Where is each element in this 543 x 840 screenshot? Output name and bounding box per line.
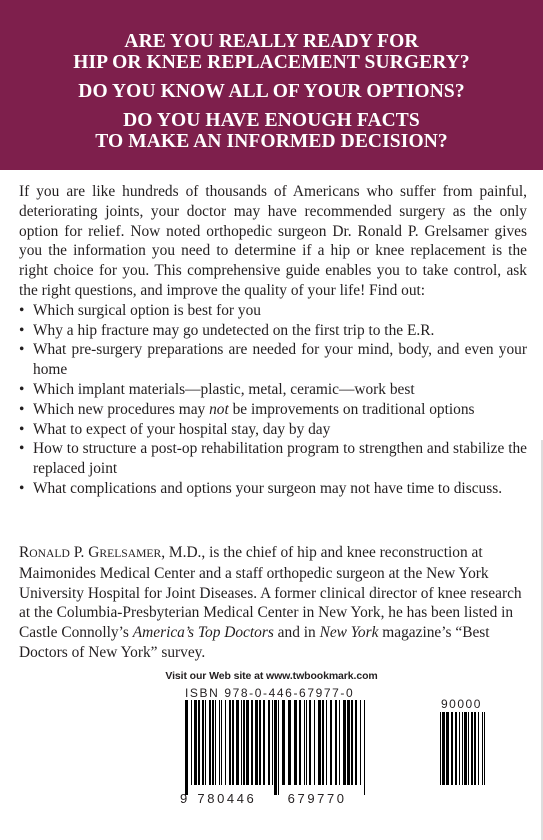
bullet-icon: • bbox=[19, 420, 25, 438]
list-item: • Why a hip fracture may go undetected on the first trip to the E.R. bbox=[19, 321, 435, 339]
ean-digits-right: 679770 bbox=[287, 791, 347, 806]
bullet-icon: • bbox=[19, 341, 25, 359]
addon-code: 90000 bbox=[441, 697, 482, 711]
banner-question-3a: DO YOU HAVE ENOUGH FACTS bbox=[123, 110, 420, 131]
list-item: • What to expect of your hospital stay, day by day bbox=[19, 420, 331, 438]
header-banner bbox=[0, 0, 543, 170]
author-bio: RONALD P. GRELSAMER, M.D., is the chief of hip and knee reconstruction at Maimonides Medical Center and a staff orthopedic surgeon at the New York University Hospital for Joint Diseases. A former clinical director of knee research at the Columbia-Presbyterian Medical Center in New York, he has been listed in Castle Connolly’s America’s Top Doctors and in New York magazine’s “Best Doctors of New York” survey. bbox=[19, 544, 522, 661]
list-item: • Which surgical option is best for you bbox=[19, 301, 261, 319]
bullet-icon: • bbox=[19, 479, 25, 497]
bullet-icon: • bbox=[19, 400, 25, 418]
description bbox=[19, 182, 527, 499]
barcode-main bbox=[183, 700, 371, 795]
banner-question-2: DO YOU KNOW ALL OF YOUR OPTIONS? bbox=[78, 81, 465, 102]
list-item: • How to structure a post-op rehabilitation program to strengthen and stabilize the replaced joint bbox=[19, 440, 527, 478]
list-item: • What complications and options your surgeon may not have time to discuss. bbox=[19, 479, 503, 497]
list-item: • Which new procedures may not be improvements on traditional options bbox=[19, 400, 475, 418]
intro-paragraph: If you are like hundreds of thousands of Americans who suffer from painful, deteriorating joints, your doctor may have recommended surgery as the only option for relief. Now noted orthopedic surgeon Dr. Ronald P. Grelsamer gives you the information you need to determine if a hip or knee replacement is the right choice for you. This comprehensive guide enables you to take control, ask the right questions, and improve the quality of your life! Find out: bbox=[19, 183, 527, 299]
website-line: Visit our Web site at www.twbookmark.com bbox=[165, 670, 378, 682]
bullet-icon: • bbox=[19, 321, 25, 339]
bullet-icon: • bbox=[19, 380, 25, 398]
list-item: • What pre-surgery preparations are needed for your mind, body, and even your home bbox=[19, 341, 527, 379]
banner-question-3b: TO MAKE AN INFORMED DECISION? bbox=[95, 131, 448, 152]
isbn-text: ISBN 978-0-446-67977-0 bbox=[185, 686, 355, 700]
banner-question-1b: HIP OR KNEE REPLACEMENT SURGERY? bbox=[73, 52, 470, 73]
bullet-icon: • bbox=[19, 440, 25, 458]
banner-question-1a: ARE YOU REALLY READY FOR bbox=[124, 31, 419, 52]
list-item: • Which implant materials—plastic, metal, ceramic—work best bbox=[19, 380, 415, 398]
barcode-addon bbox=[438, 712, 490, 795]
ean-digits-left: 780446 bbox=[197, 791, 257, 806]
feature-list bbox=[19, 301, 527, 499]
bullet-icon: • bbox=[19, 301, 25, 319]
ean-number bbox=[180, 791, 370, 806]
ean-digit-prefix: 9 bbox=[180, 791, 188, 806]
